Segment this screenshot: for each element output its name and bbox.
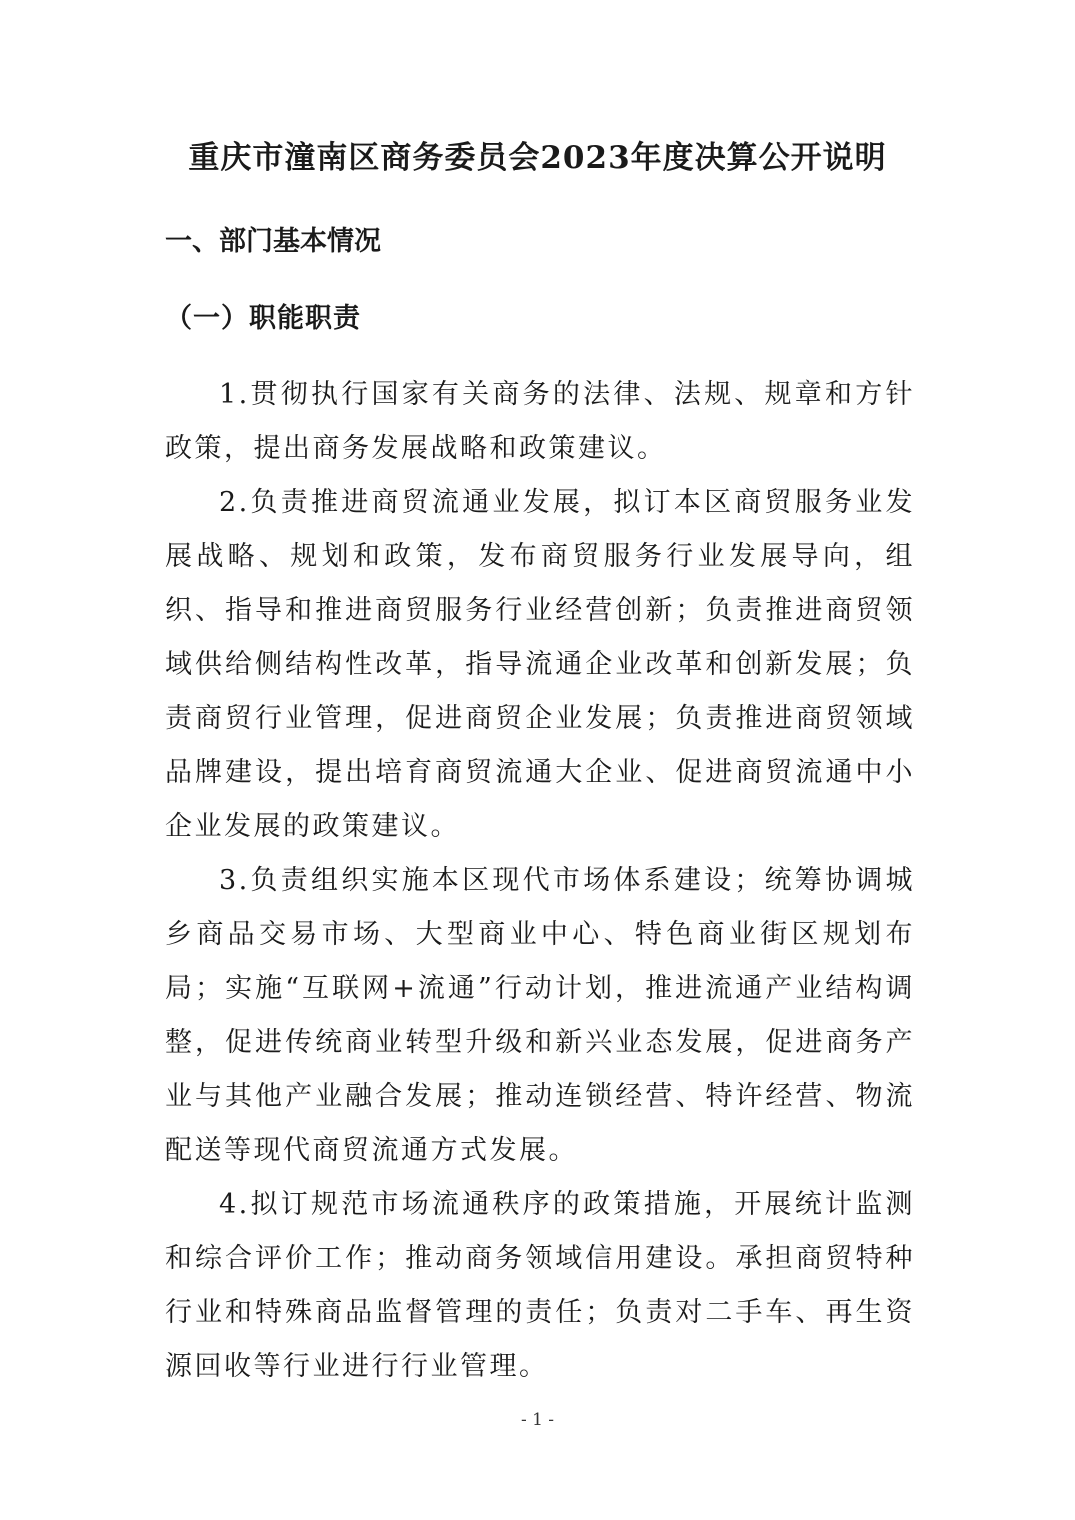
paragraph-4: 4.拟订规范市场流通秩序的政策措施，开展统计监测和综合评价工作；推动商务领域信用建设。承担商贸特种行业和特殊商品监督管理的责任；负责对二手车、再生资源回收等行业进行行业管理。 — [165, 1189, 915, 1382]
body-text — [165, 368, 915, 1394]
document-title: 重庆市潼南区商务委员会2023年度决算公开说明 — [188, 140, 887, 176]
paragraph-3: 3.负责组织实施本区现代市场体系建设；统筹协调城乡商品交易市场、大型商业中心、特色商业街区规划布局；实施“互联网+流通”行动计划，推进流通产业结构调整，促进传统商业转型升级和新兴业态发展，促进商务产业与其他产业融合发展；推动连锁经营、特许经营、物流配送等现代商贸流通方式发展。 — [165, 865, 915, 1166]
paragraph-1: 1.贯彻执行国家有关商务的法律、法规、规章和方针政策，提出商务发展战略和政策建议。 — [165, 379, 915, 464]
section-heading: 一、部门基本情况 — [165, 226, 381, 257]
paragraph-2: 2.负责推进商贸流通业发展，拟订本区商贸服务业发展战略、规划和政策，发布商贸服务行业发展导向，组织、指导和推进商贸服务行业经营创新；负责推进商贸领域供给侧结构性改革，指导流通企业改革和创新发展；负责商贸行业管理，促进商贸企业发展；负责推进商贸领域品牌建设，提出培育商贸流通大企业、促进商贸流通中小企业发展的政策建议。 — [165, 487, 915, 842]
page-number: - 1 - — [520, 1410, 555, 1430]
subsection-heading: （一）职能职责 — [165, 303, 361, 334]
